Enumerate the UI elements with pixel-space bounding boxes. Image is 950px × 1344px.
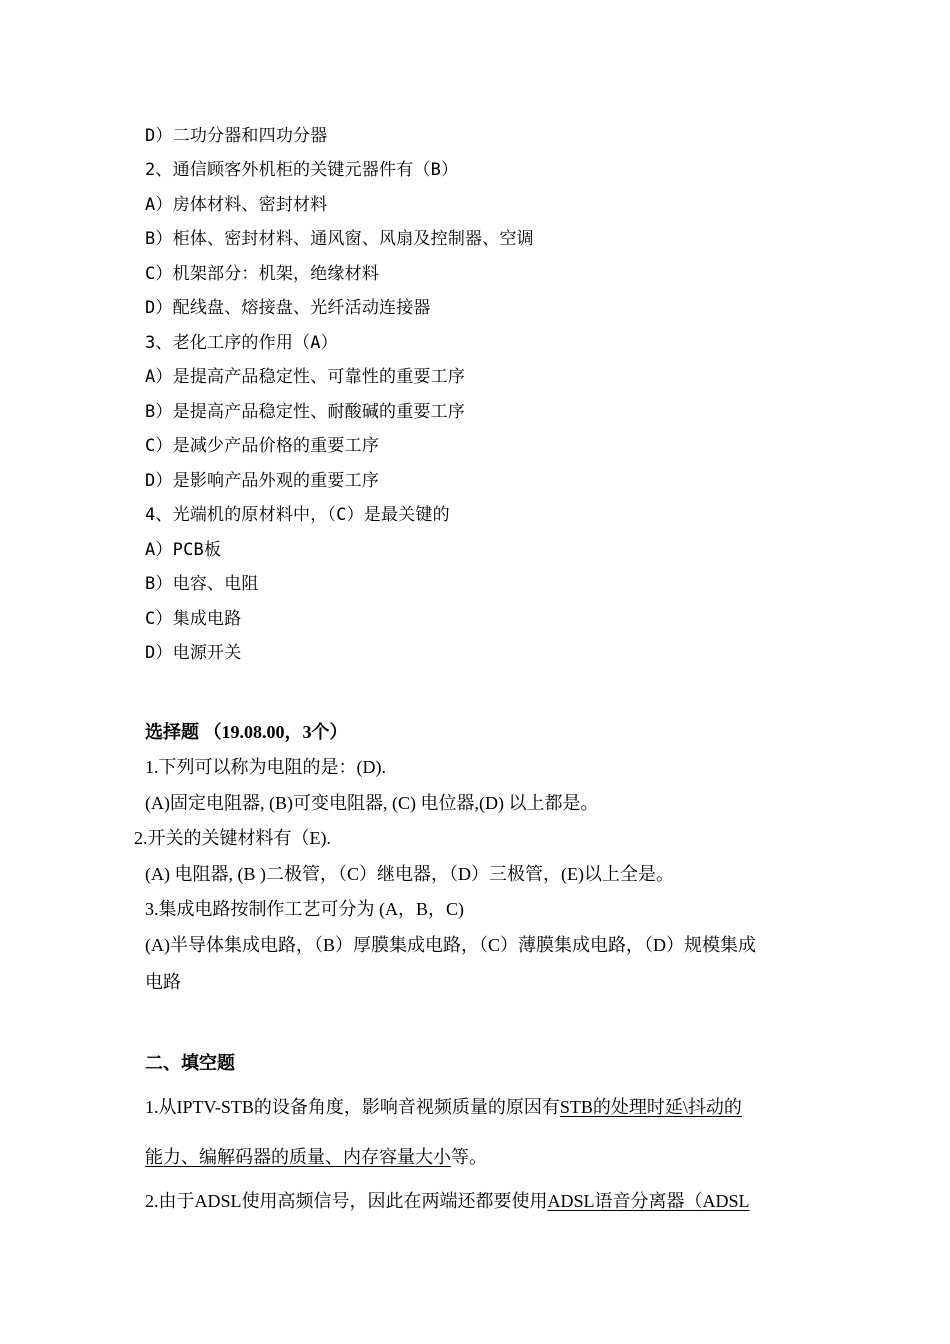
option-line: B）是提高产品稳定性、耐酸碱的重要工序 — [145, 402, 466, 422]
question-line: 1.下列可以称为电阻的是：(D). — [145, 757, 386, 777]
fill-question-2 — [145, 1192, 750, 1210]
question-line: 3、老化工序的作用（A） — [145, 333, 338, 353]
question-line: 4、光端机的原材料中，（C）是最关键的 — [145, 505, 450, 525]
answer-text: 能力、编解码器的质量、内存容量大小 — [145, 1147, 451, 1167]
option-line: D）是影响产品外观的重要工序 — [145, 471, 380, 491]
option-line-continued: 电路 — [145, 972, 181, 992]
option-line: C）机架部分：机架，绝缘材料 — [145, 264, 380, 284]
option-line: A）PCB板 — [145, 540, 222, 560]
option-line: A）是提高产品稳定性、可靠性的重要工序 — [145, 367, 466, 387]
option-line: D）配线盘、熔接盘、光纤活动连接器 — [145, 298, 431, 318]
option-line: (A)半导体集成电路，（B）厚膜集成电路，（C）薄膜集成电路，（D）规模集成 — [145, 935, 756, 955]
answer-text: ADSL语音分离器（ADSL — [547, 1191, 750, 1211]
section-heading: 二、填空题 — [145, 1053, 235, 1073]
section-heading: 选择题 （19.08.00，3个） — [145, 722, 348, 742]
option-line: A）房体材料、密封材料 — [145, 195, 328, 215]
question-text: 1.从IPTV-STB的设备角度，影响音视频质量的原因有 — [145, 1097, 560, 1117]
option-line: B）柜体、密封材料、通风窗、风扇及控制器、空调 — [145, 229, 534, 249]
option-line: D）电源开关 — [145, 643, 242, 663]
option-line: C）是减少产品价格的重要工序 — [145, 436, 380, 456]
fill-question-1-continued — [145, 1148, 487, 1166]
option-line: (A) 电阻器, (B )二极管，（C）继电器，（D）三极管，(E)以上全是。 — [145, 864, 674, 884]
question-text: 2.由于ADSL使用高频信号，因此在两端还都要使用 — [145, 1191, 548, 1211]
option-line: B）电容、电阻 — [145, 574, 259, 594]
question-text: 等。 — [451, 1147, 487, 1167]
question-line: 2.开关的关键材料有（E). — [134, 828, 331, 848]
question-line: 2、通信顾客外机柜的关键元器件有（B） — [145, 160, 459, 180]
fill-question-1 — [145, 1098, 742, 1116]
question-line: 3.集成电路按制作工艺可分为 (A，B，C) — [145, 899, 464, 919]
option-line: D）二功分器和四功分器 — [145, 126, 328, 146]
option-line: (A)固定电阻器, (B)可变电阻器, (C) 电位器,(D) 以上都是。 — [145, 793, 599, 813]
answer-text: STB的处理时延\抖动的 — [559, 1097, 742, 1117]
option-line: C）集成电路 — [145, 609, 242, 629]
